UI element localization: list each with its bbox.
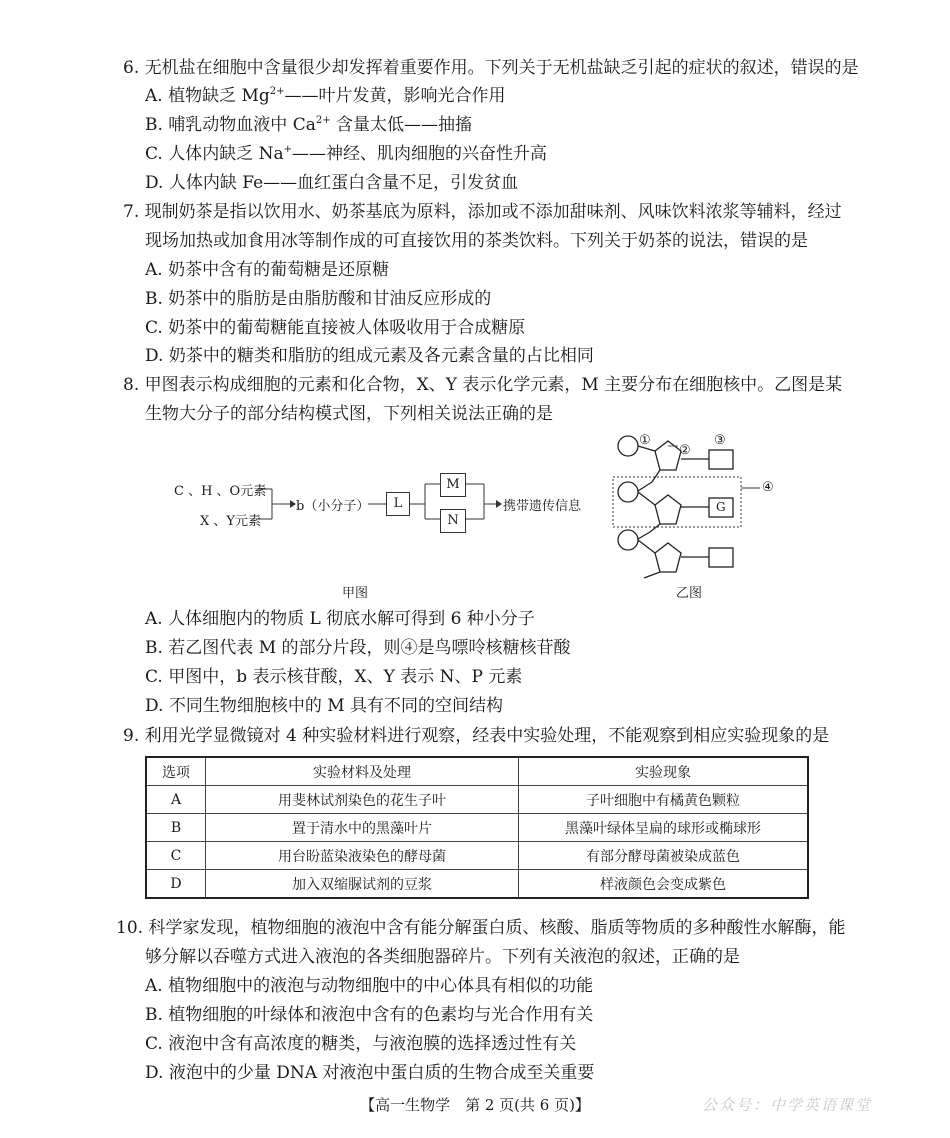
caption-jia: 甲图 <box>342 586 369 601</box>
label-carry-genetic-info: 携带遗传信息 <box>503 499 582 514</box>
q7-option-b: B. 奶茶中的脂肪是由脂肪酸和甘油反应形成的 <box>145 289 492 309</box>
cell-material: 用斐林试剂染色的花生子叶 <box>206 786 519 814</box>
q8-option-a: A. 人体细胞内的物质 L 彻底水解可得到 6 种小分子 <box>145 609 535 629</box>
q10-stem-line1: 10. 科学家发现，植物细胞的液泡中含有能分解蛋白质、核酸、脂质等物质的多种酸性水解酶，能 <box>116 918 846 938</box>
cell-option: B <box>146 814 206 842</box>
q6-option-d: D. 人体内缺 Fe——血红蛋白含量不足，引发贫血 <box>145 173 519 193</box>
q10-stem-line2: 够分解以吞噬方式进入液泡的各类细胞器碎片。下列有关液泡的叙述，正确的是 <box>145 947 740 967</box>
label-cho-elements: C 、H 、O元素 <box>174 484 267 499</box>
table-row <box>146 814 808 842</box>
q6-option-a: A. 植物缺乏 $Mg^{2+}——$叶片发黄，影响光合作用 <box>145 86 506 106</box>
q6-option-c: C. 人体内缺乏 Na+——神经、肌肉细胞的兴奋性升高 <box>145 144 548 164</box>
q6-option-b: B. 哺乳动物血液中 $Ca^{2+}$ 含量太低——抽搐 <box>145 115 473 135</box>
cell-phenomenon: 样液颜色会变成紫色 <box>519 870 809 899</box>
page-footer: 【高一生物学 第 2 页(共 6 页)】 <box>360 1096 590 1114</box>
label-b-small-molecule: b（小分子） <box>296 499 370 514</box>
header-option: 选项 <box>146 757 206 786</box>
caption-yi: 乙图 <box>676 586 703 601</box>
label-1: ① <box>639 433 651 448</box>
q10-option-b: B. 植物细胞的叶绿体和液泡中含有的色素均与光合作用有关 <box>145 1005 594 1025</box>
q8-stem-line2: 生物大分子的部分结构模式图，下列相关说法正确的是 <box>145 404 553 424</box>
cell-phenomenon: 有部分酵母菌被染成蓝色 <box>519 842 809 870</box>
q10-option-d: D. 液泡中的少量 DNA 对液泡中蛋白质的生物合成至关重要 <box>145 1063 595 1083</box>
table-header-row <box>146 757 808 786</box>
cell-phenomenon: 黑藻叶绿体呈扁的球形或椭球形 <box>519 814 809 842</box>
q10-option-a: A. 植物细胞中的液泡与动物细胞中的中心体具有相似的功能 <box>145 976 594 996</box>
cell-option: C <box>146 842 206 870</box>
cell-option: D <box>146 870 206 899</box>
q9-stem: 9. 利用光学显微镜对 4 种实验材料进行观察，经表中实验处理，不能观察到相应实验现象的是 <box>123 726 830 746</box>
label-xy-elements: X 、Y元素 <box>200 514 261 529</box>
q8-stem-line1: 8. 甲图表示构成细胞的元素和化合物，X、Y 表示化学元素，M 主要分布在细胞核中。乙图是某 <box>123 375 843 395</box>
q8-option-d: D. 不同生物细胞核中的 M 具有不同的空间结构 <box>145 696 504 716</box>
table-row <box>146 870 808 899</box>
label-2: ② <box>679 443 691 458</box>
cell-material: 置于清水中的黑藻叶片 <box>206 814 519 842</box>
box-N: N <box>440 509 466 533</box>
label-4: ④ <box>762 480 774 495</box>
table-row <box>146 842 808 870</box>
box-L: L <box>386 492 410 516</box>
cell-material: 用台盼蓝染液染色的酵母菌 <box>206 842 519 870</box>
q7-option-d: D. 奶茶中的糖类和脂肪的组成元素及各元素含量的占比相同 <box>145 346 594 366</box>
watermark: 公众号：中学英语课堂 <box>702 1096 873 1114</box>
box-M: M <box>440 473 466 497</box>
q7-stem-line2: 现场加热或加食用冰等制作成的可直接饮用的茶类饮料。下列关于奶茶的说法，错误的是 <box>145 231 808 251</box>
label-3: ③ <box>714 433 726 448</box>
header-phenomenon: 实验现象 <box>519 757 809 786</box>
q9-experiment-table <box>145 756 809 899</box>
cell-option: A <box>146 786 206 814</box>
cell-phenomenon: 子叶细胞中有橘黄色颗粒 <box>519 786 809 814</box>
q10-option-c: C. 液泡中含有高浓度的糖类，与液泡膜的选择透过性有关 <box>145 1034 577 1054</box>
header-material: 实验材料及处理 <box>206 757 519 786</box>
q8-option-c: C. 甲图中，b 表示核苷酸，X、Y 表示 N、P 元素 <box>145 667 523 687</box>
table-row <box>146 786 808 814</box>
q7-stem-line1: 7. 现制奶茶是指以饮用水、奶茶基底为原料，添加或不添加甜味剂、风味饮料浓浆等辅料，经过 <box>123 202 842 222</box>
q7-option-c: C. 奶茶中的葡萄糖能直接被人体吸收用于合成糖原 <box>145 318 526 338</box>
q8-option-b: B. 若乙图代表 M 的部分片段，则④是鸟嘌呤核糖核苷酸 <box>145 638 571 658</box>
cell-material: 加入双缩脲试剂的豆浆 <box>206 870 519 899</box>
q7-option-a: A. 奶茶中含有的葡萄糖是还原糖 <box>145 260 390 280</box>
label-G-base: G <box>716 500 726 514</box>
q6-stem: 6. 无机盐在细胞中含量很少却发挥着重要作用。下列关于无机盐缺乏引起的症状的叙述，错误的是 <box>123 58 859 78</box>
